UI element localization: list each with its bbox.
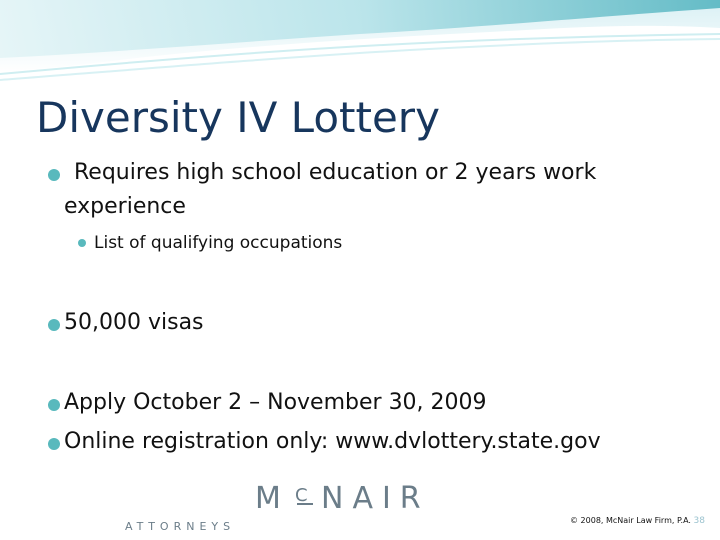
mcnair-logo [255,480,495,540]
svg-text:NAIR: NAIR [321,481,430,516]
slide-title: Diversity IV Lottery [36,93,440,142]
logo-subtitle: ATTORNEYS [125,520,236,533]
bullet-text-line1: Requires high school education or 2 years work [74,160,597,185]
mcnair-logo-mark [255,480,495,516]
sub-bullet-text: List of qualifying occupations [94,233,343,253]
bullet-dot-icon [48,438,60,450]
bullet-dot-icon [48,319,60,331]
page-number: 38 [693,516,705,526]
bullet-dot-icon [48,169,60,181]
bullet-text: 50,000 visas [64,310,204,335]
bullet-dot-icon [48,399,60,411]
bullet-text: Apply October 2 – November 30, 2009 [64,390,487,415]
svg-text:C: C [295,485,308,506]
bullet-text-line2: experience [64,194,186,219]
copyright-text: © 2008, McNair Law Firm, P.A. [570,516,691,525]
bullet-text: Online registration only: www.dvlottery.state.gov [64,429,601,454]
slide-footer [570,516,705,526]
sub-bullet-dot-icon [78,239,86,247]
svg-text:M: M [255,481,290,516]
